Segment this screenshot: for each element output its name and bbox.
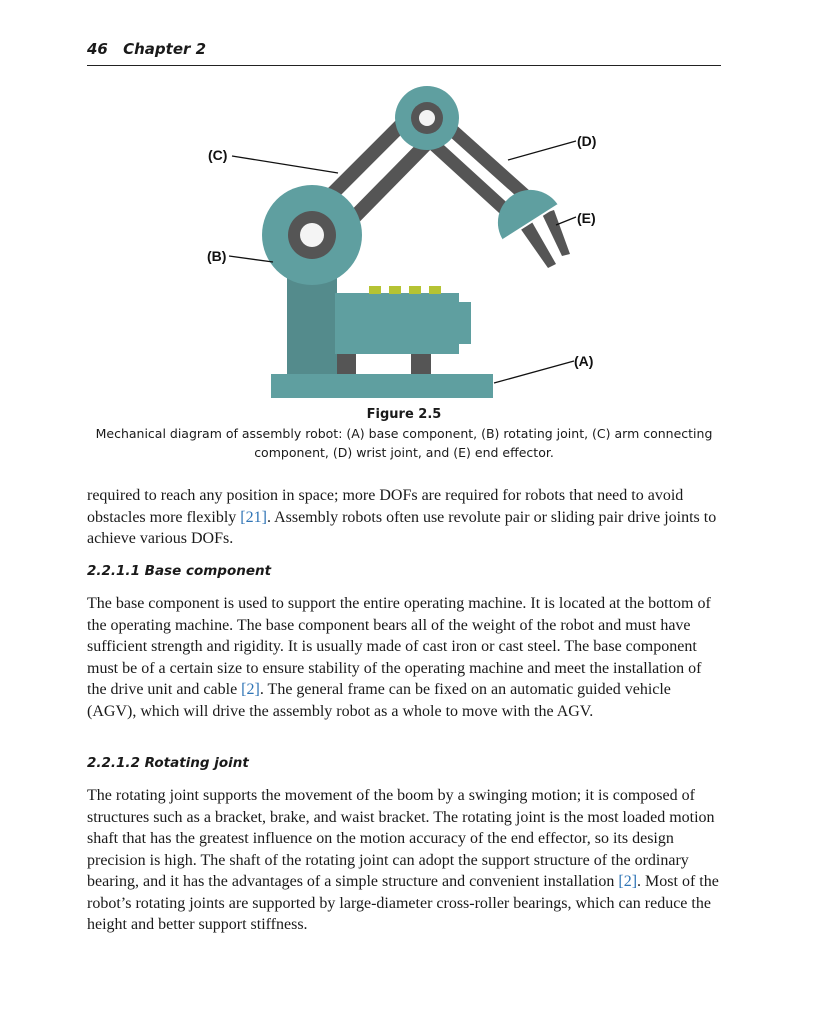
label-c: (C) — [208, 147, 228, 163]
section-heading-rotating-joint: 2.2.1.2 Rotating joint — [87, 755, 249, 771]
page-number: 46 — [87, 40, 108, 58]
motor-fin — [409, 286, 421, 294]
chapter-title: Chapter 2 — [123, 40, 207, 58]
leader-line-c — [232, 156, 338, 173]
paragraph-text: . Assembly robots often use revolute pair or sliding pair drive joints to achieve various DOFs. — [87, 508, 717, 547]
motor-fin — [389, 286, 401, 294]
elbow-joint-center — [419, 110, 435, 126]
figure-caption — [87, 405, 721, 462]
paragraph-text: The rotating joint supports the movement of the boom by a swinging motion; it is composed of structures such as a bracket, brake, and waist bracket. The rotating joint is the most loaded motion shaft that has the greatest influence on the motion accuracy of the end effector, so its design precision is high. The shaft of the rotating joint can adopt the support structure of the ordinary bearing, and it has the advantages of a simple structure and convenient installation — [87, 787, 715, 890]
motor-fin — [429, 286, 441, 294]
label-d: (D) — [577, 133, 597, 149]
label-a: (A) — [574, 353, 594, 369]
paragraph-text: . The general frame can be fixed on an automatic guided vehicle (AGV), which will drive the assembly robot as a whole to move with the AGV. — [87, 681, 671, 720]
paragraph-rotating-joint — [87, 785, 721, 936]
motor-fin — [369, 286, 381, 294]
citation-link[interactable]: [2] — [241, 681, 260, 698]
motor-leg-right — [411, 352, 431, 374]
shoulder-joint-center — [300, 223, 324, 247]
label-e: (E) — [577, 210, 596, 226]
paragraph-text: required to reach any position in space; more DOFs are required for robots that need to avoid obstacles more flexibly — [87, 487, 684, 526]
figure-caption-title: Figure 2.5 — [366, 407, 442, 422]
citation-link[interactable]: [2] — [618, 873, 638, 890]
base-plate — [271, 374, 493, 398]
base-column — [287, 270, 337, 374]
header-rule — [87, 65, 721, 66]
leader-line-b — [229, 256, 273, 262]
label-b: (B) — [207, 248, 227, 264]
section-heading-base-component: 2.2.1.1 Base component — [87, 563, 272, 579]
running-header — [87, 40, 720, 58]
motor-leg-left — [336, 352, 356, 374]
motor-body — [335, 293, 459, 354]
paragraph-text: The base component is used to support the entire operating machine. It is located at the bottom of the operating machine. The base component bears all of the weight of the robot and must have sufficient strength and rigidity. It is usually made of cast iron or cast steel. The base component must be of a certain size to ensure stability of the operating machine and meet the installation of the drive unit and cable — [87, 595, 711, 698]
paragraph-text: . Most of the robot’s rotating joints are supported by large-diameter cross-roller bearings, which can reduce the height and better support stiffness. — [87, 873, 719, 933]
paragraph-base-component — [87, 593, 721, 722]
figure-caption-text: Mechanical diagram of assembly robot: (A) base component, (B) rotating joint, (C) arm connecting component, (D) wrist joint, and (E) end effector. — [95, 426, 713, 460]
leader-line-e — [556, 217, 576, 225]
robot-diagram — [0, 78, 830, 403]
paragraph-dofs — [87, 485, 721, 550]
leader-line-d — [508, 141, 576, 160]
leader-line-a — [494, 361, 574, 383]
motor-end-cap — [457, 302, 471, 344]
citation-link[interactable]: [21] — [240, 508, 267, 526]
